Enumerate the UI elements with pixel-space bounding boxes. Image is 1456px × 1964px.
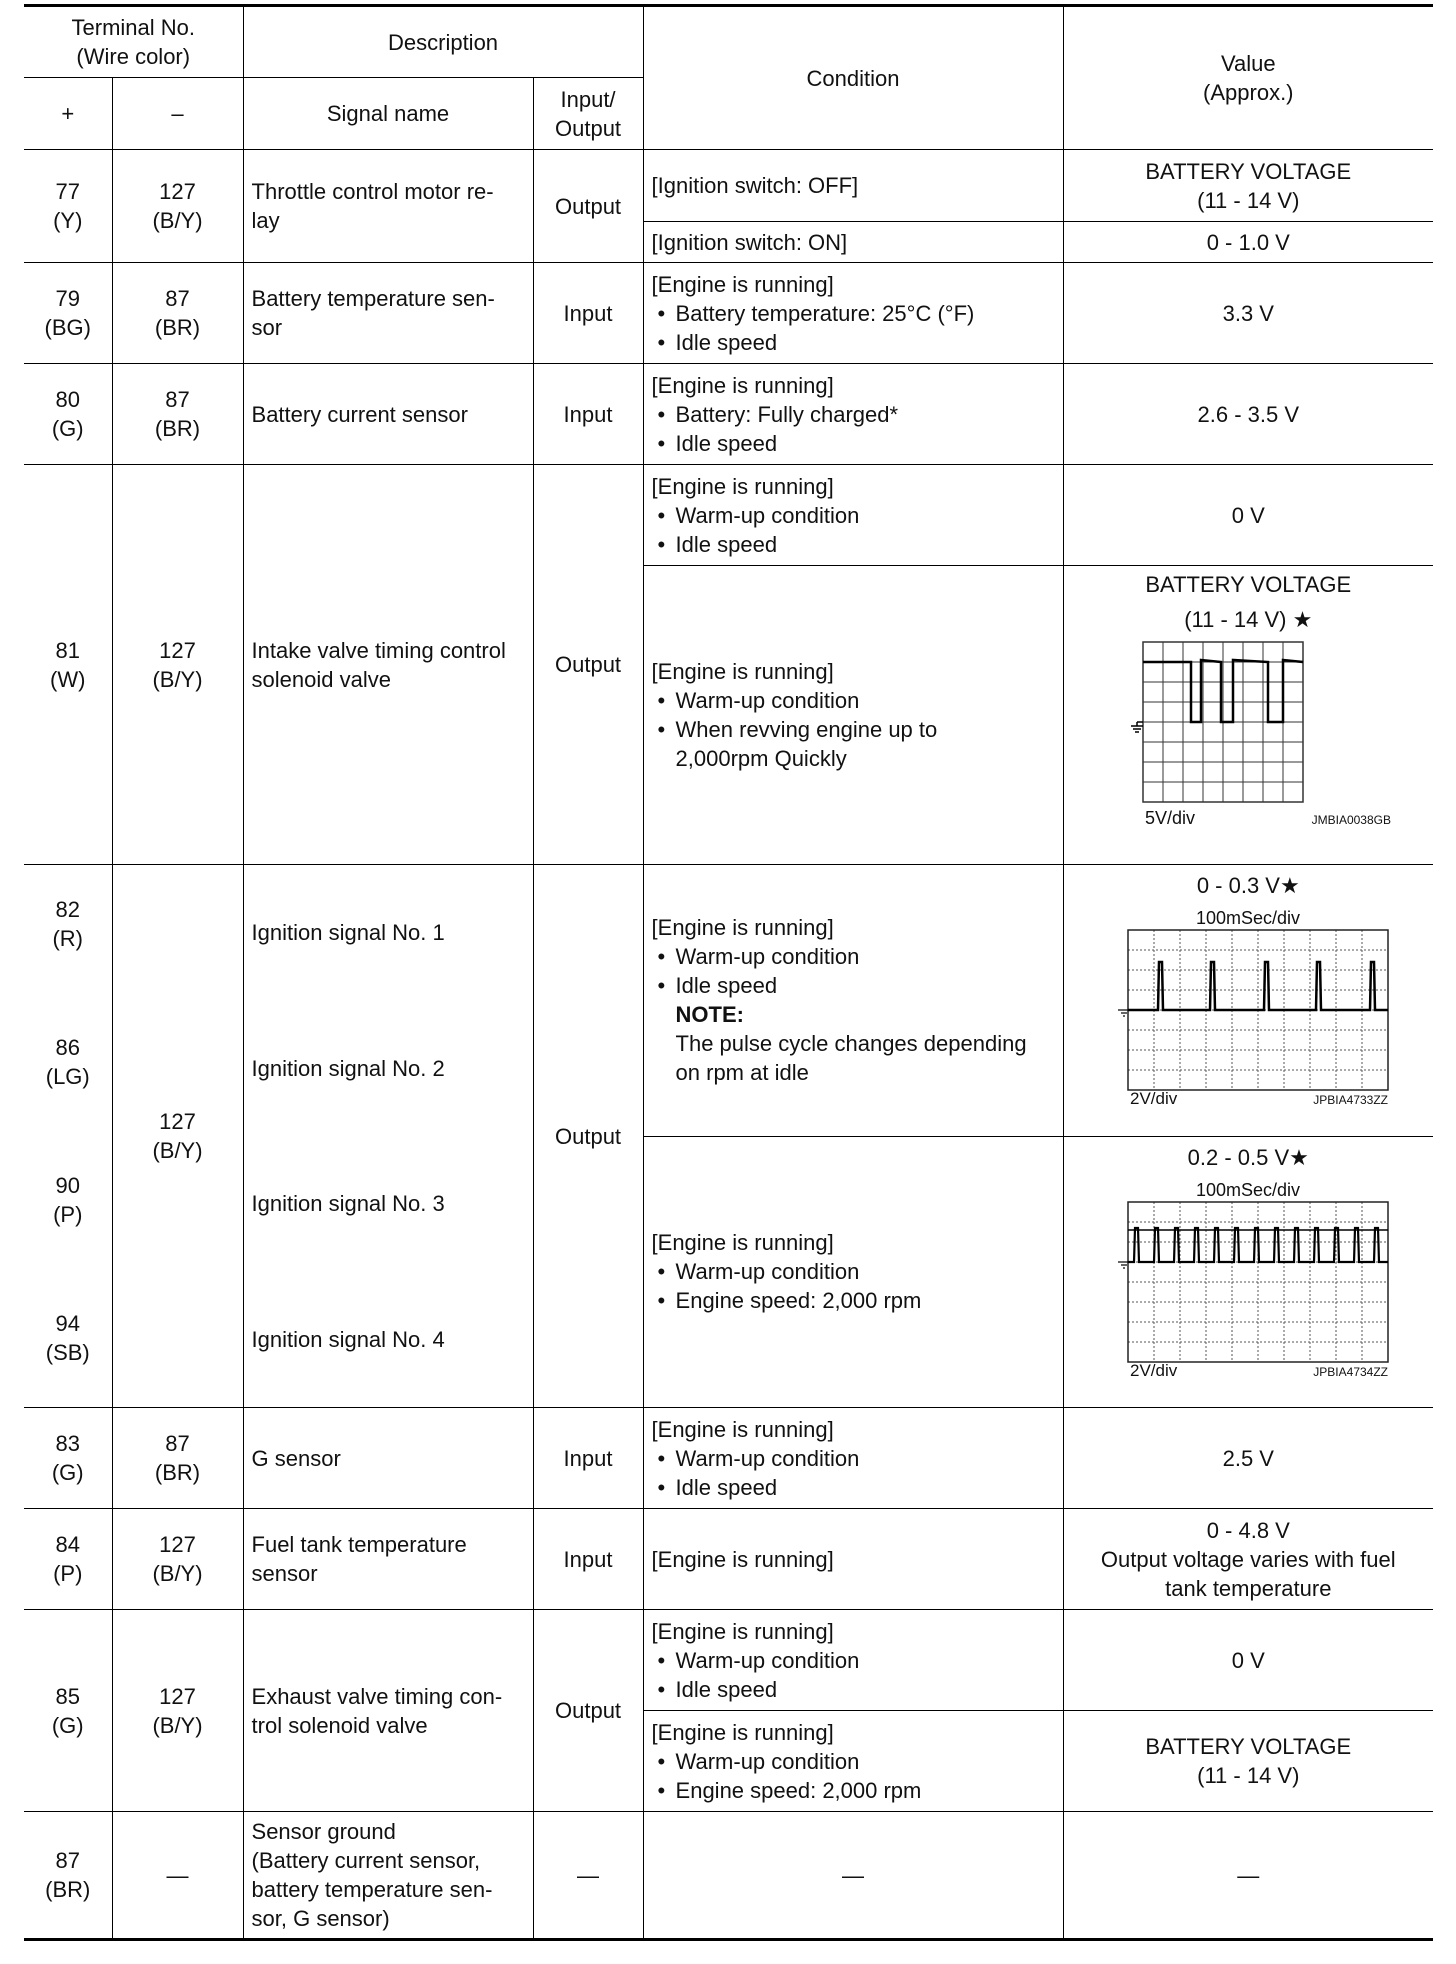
list-item: • Idle speed (652, 530, 1055, 559)
list-item: • Warm-up condition (652, 1646, 1055, 1675)
signal-io: Output (533, 1610, 643, 1812)
condition-list (652, 1257, 1055, 1315)
terminal-minus: 87 (BR) (112, 364, 243, 465)
signal-name: Exhaust valve timing con- trol solenoid valve (243, 1610, 533, 1812)
terminal-minus: — (112, 1812, 243, 1940)
signal-io: Input (533, 364, 643, 465)
terminal-plus: 84 (P) (24, 1509, 112, 1610)
ign-terminal-94: 94 (SB) (45, 1311, 90, 1365)
condition (643, 1610, 1063, 1711)
condition-heading: [Engine is running] (651, 271, 834, 297)
list-item: • Warm-up condition (652, 1747, 1055, 1776)
signal-io: Output (533, 465, 643, 865)
list-item: • Engine speed: 2,000 rpm (652, 1776, 1055, 1805)
scope-volt-div: 5V/div (1145, 808, 1196, 828)
list-item: • Idle speed (652, 429, 1055, 458)
header-value: Value (Approx.) (1063, 6, 1433, 150)
signal-name: Fuel tank temperature sensor (243, 1509, 533, 1610)
condition: [Ignition switch: OFF] (643, 150, 1063, 222)
table-row (24, 150, 1433, 222)
header-minus: – (112, 78, 243, 150)
value: BATTERY VOLTAGE (11 - 14 V) (1063, 150, 1433, 222)
condition-list (652, 942, 1055, 1000)
signal-name: Battery temperature sen- sor (243, 263, 533, 364)
signal-name: Sensor ground (Battery current sensor, battery temperature sen- sor, G sensor) (243, 1812, 533, 1940)
condition-heading: [Engine is running] (651, 473, 834, 499)
value (1063, 865, 1433, 1137)
condition-list (652, 686, 1055, 773)
condition (643, 1711, 1063, 1812)
value (1063, 1136, 1433, 1408)
table-row (24, 263, 1433, 364)
value: 0 - 1.0 V (1063, 222, 1433, 263)
condition-heading: [Engine is running] (651, 372, 834, 398)
signal-io: Output (533, 865, 643, 1408)
ign-name-1: Ignition signal No. 1 (251, 920, 445, 946)
table-row (24, 465, 1433, 566)
oscilloscope-waveform-idle (1088, 906, 1408, 1106)
value: 2.6 - 3.5 V (1063, 364, 1433, 465)
ign-terminal-86: 86 (LG) (45, 1035, 90, 1089)
header-plus: + (24, 78, 112, 150)
value: 0 V (1063, 1610, 1433, 1711)
oscilloscope-waveform-valve (1103, 640, 1393, 830)
value-range: 0.2 - 0.5 V★ (1187, 1144, 1309, 1170)
condition-heading: [Engine is running] (651, 1618, 834, 1644)
terminal-plus: 85 (G) (24, 1610, 112, 1812)
value-heading: BATTERY VOLTAGE (1145, 572, 1352, 597)
note-label: NOTE: (675, 1002, 744, 1028)
signal-io: Input (533, 1408, 643, 1509)
list-item: • Warm-up condition (652, 501, 1055, 530)
value: BATTERY VOLTAGE (11 - 14 V) (1063, 1711, 1433, 1812)
ign-terminal-90: 90 (P) (53, 1173, 83, 1227)
terminal-plus: 87 (BR) (24, 1812, 112, 1940)
ign-name-4: Ignition signal No. 4 (251, 1326, 445, 1352)
list-item: • Battery: Fully charged* (652, 400, 1055, 429)
scope-time-div: 100mSec/div (1196, 1179, 1301, 1200)
signal-io: Input (533, 263, 643, 364)
scope-volt-div: 2V/div (1130, 1089, 1178, 1106)
signal-io: Input (533, 1509, 643, 1610)
scope-time-div: 100mSec/div (1196, 908, 1301, 928)
ign-name-2: Ignition signal No. 2 (251, 1055, 445, 1081)
condition (643, 566, 1063, 865)
condition-heading: [Engine is running] (651, 1230, 834, 1256)
condition (643, 865, 1063, 1137)
list-item: • Warm-up condition (652, 942, 1055, 971)
terminal-plus: 81 (W) (24, 465, 112, 865)
table-row (24, 865, 1433, 1137)
list-item: • Warm-up condition (652, 1257, 1055, 1286)
terminal-minus: 127 (B/Y) (112, 1509, 243, 1610)
list-item: • Warm-up condition (652, 1444, 1055, 1473)
scope-figure-code: JPBIA4734ZZ (1313, 1364, 1389, 1378)
signal-io: — (533, 1812, 643, 1940)
value-range: 0 - 0.3 V★ (1196, 873, 1300, 898)
condition-heading: [Engine is running] (651, 659, 834, 684)
list-item: • Battery temperature: 25°C (°F) (652, 299, 1055, 328)
header-row-1 (24, 6, 1433, 78)
condition-list (652, 1747, 1055, 1805)
table-row (24, 1509, 1433, 1610)
value: 0 V (1063, 465, 1433, 566)
terminal-plus: 77 (Y) (24, 150, 112, 263)
header-io: Input/ Output (533, 78, 643, 150)
value (1063, 566, 1433, 865)
note-text: The pulse cycle changes depending on rpm at idle (675, 1031, 1027, 1086)
condition (643, 1408, 1063, 1509)
table-row (24, 1408, 1433, 1509)
oscilloscope-waveform-2000rpm (1088, 1178, 1408, 1378)
terminal-plus: 79 (BG) (24, 263, 112, 364)
condition-list (652, 299, 1055, 357)
list-item: • Idle speed (652, 971, 1055, 1000)
header-terminal-no: Terminal No. (Wire color) (24, 6, 243, 78)
condition-list (652, 1444, 1055, 1502)
terminal-minus: 127 (B/Y) (112, 150, 243, 263)
list-item: • Warm-up condition (652, 686, 1055, 715)
condition-heading: [Engine is running] (651, 1416, 834, 1442)
table-row (24, 364, 1433, 465)
ign-terminal-82: 82 (R) (52, 897, 84, 951)
condition-heading: [Engine is running] (651, 1719, 834, 1745)
condition: — (643, 1812, 1063, 1940)
terminal-spec-table (24, 4, 1433, 1941)
terminal-minus: 127 (B/Y) (112, 1610, 243, 1812)
condition-list (652, 1646, 1055, 1704)
condition-list (652, 501, 1055, 559)
ign-name-3: Ignition signal No. 3 (251, 1191, 445, 1217)
signal-name (243, 865, 533, 1408)
condition (643, 364, 1063, 465)
list-item: • Engine speed: 2,000 rpm (652, 1286, 1055, 1315)
value: 2.5 V (1063, 1408, 1433, 1509)
signal-name: Battery current sensor (243, 364, 533, 465)
condition: [Ignition switch: ON] (643, 222, 1063, 263)
scope-volt-div: 2V/div (1130, 1360, 1178, 1378)
terminal-spec-page (24, 4, 1433, 1941)
condition: [Engine is running] (643, 1509, 1063, 1610)
condition (643, 465, 1063, 566)
terminal-minus: 87 (BR) (112, 263, 243, 364)
value-range: (11 - 14 V) ★ (1184, 607, 1313, 632)
signal-name: Intake valve timing control solenoid valve (243, 465, 533, 865)
scope-figure-code: JPBIA4733ZZ (1313, 1093, 1389, 1106)
signal-io: Output (533, 150, 643, 263)
value: 3.3 V (1063, 263, 1433, 364)
scope-figure-code: JMBIA0038GB (1311, 813, 1392, 827)
table-row (24, 1812, 1433, 1940)
table-row (24, 1610, 1433, 1711)
condition-heading: [Engine is running] (651, 915, 834, 941)
terminal-minus: 87 (BR) (112, 1408, 243, 1509)
terminal-plus: 83 (G) (24, 1408, 112, 1509)
value: — (1063, 1812, 1433, 1940)
signal-name: G sensor (243, 1408, 533, 1509)
condition-list (652, 400, 1055, 458)
list-item: • Idle speed (652, 1675, 1055, 1704)
header-condition: Condition (643, 6, 1063, 150)
condition (643, 1136, 1063, 1408)
value: 0 - 4.8 V Output voltage varies with fuel tank temperature (1063, 1509, 1433, 1610)
terminal-minus: 127 (B/Y) (112, 865, 243, 1408)
list-item: • When revving engine up to 2,000rpm Quickly (652, 715, 1055, 773)
list-item: • Idle speed (652, 1473, 1055, 1502)
list-item: • Idle speed (652, 328, 1055, 357)
header-description: Description (243, 6, 643, 78)
header-signal-name: Signal name (243, 78, 533, 150)
terminal-plus: 80 (G) (24, 364, 112, 465)
signal-name: Throttle control motor re- lay (243, 150, 533, 263)
terminal-minus: 127 (B/Y) (112, 465, 243, 865)
condition (643, 263, 1063, 364)
terminal-plus (24, 865, 112, 1408)
